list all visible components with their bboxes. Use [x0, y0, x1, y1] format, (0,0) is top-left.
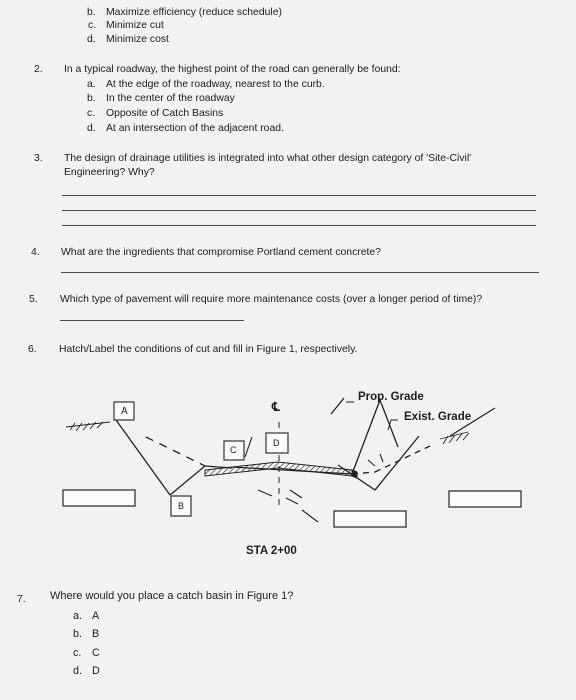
question-number: 2. — [34, 64, 43, 75]
prop-grade-label: Prop. Grade — [358, 391, 424, 403]
option-text: At an intersection of the adjacent road. — [106, 123, 284, 134]
label-c: C — [230, 445, 237, 455]
question-number: 5. — [29, 294, 38, 305]
answer-boxes — [63, 490, 521, 527]
option-letter: c. — [73, 647, 82, 659]
option-text: At the edge of the roadway, nearest to the curb. — [106, 79, 325, 90]
option-text: Minimize cost — [106, 34, 169, 45]
question-text: What are the ingredients that compromise Portland cement concrete? — [61, 247, 381, 258]
option-letter: c. — [87, 108, 96, 119]
label-a: A — [121, 406, 128, 417]
option-text: A — [92, 610, 100, 622]
question-text-line-1: The design of drainage utilities is integrated into what other design category of 'Site-Civil' — [64, 153, 472, 164]
option-text: B — [92, 628, 100, 640]
question-text-line-2: Engineering? Why? — [64, 167, 155, 178]
question-number: 4. — [31, 247, 40, 258]
option-letter: d. — [87, 34, 96, 45]
question-text: Where would you place a catch basin in Figure 1? — [50, 590, 294, 602]
option-letter: b. — [87, 7, 96, 18]
option-letter: a. — [87, 79, 96, 90]
option-letter: b. — [73, 628, 83, 640]
question-number: 3. — [34, 153, 43, 164]
label-d: D — [273, 438, 280, 448]
station-label: STA 2+00 — [246, 545, 297, 557]
option-text: Minimize cut — [106, 20, 164, 31]
option-text: Opposite of Catch Basins — [106, 108, 224, 119]
question-number: 6. — [28, 344, 37, 355]
option-text: Maximize efficiency (reduce schedule) — [106, 7, 282, 18]
option-text: D — [92, 665, 100, 677]
question-text: Which type of pavement will require more maintenance costs (over a longer period of time)? — [60, 294, 483, 305]
question-text: In a typical roadway, the highest point of the road can generally be found: — [64, 64, 401, 75]
option-letter: a. — [73, 610, 83, 622]
label-boxes — [114, 402, 288, 516]
option-letter: c. — [88, 20, 97, 31]
option-text: C — [92, 647, 100, 659]
option-letter: d. — [87, 123, 96, 134]
question-text: Hatch/Label the conditions of cut and fill in Figure 1, respectively. — [59, 344, 358, 355]
option-letter: b. — [87, 93, 96, 104]
exist-grade-label: Exist. Grade — [404, 411, 472, 423]
centerline-symbol: ℄ — [272, 400, 280, 414]
option-text: In the center of the roadway — [106, 93, 235, 104]
option-letter: d. — [73, 665, 83, 677]
question-number: 7. — [17, 594, 26, 605]
label-b: B — [178, 501, 185, 511]
